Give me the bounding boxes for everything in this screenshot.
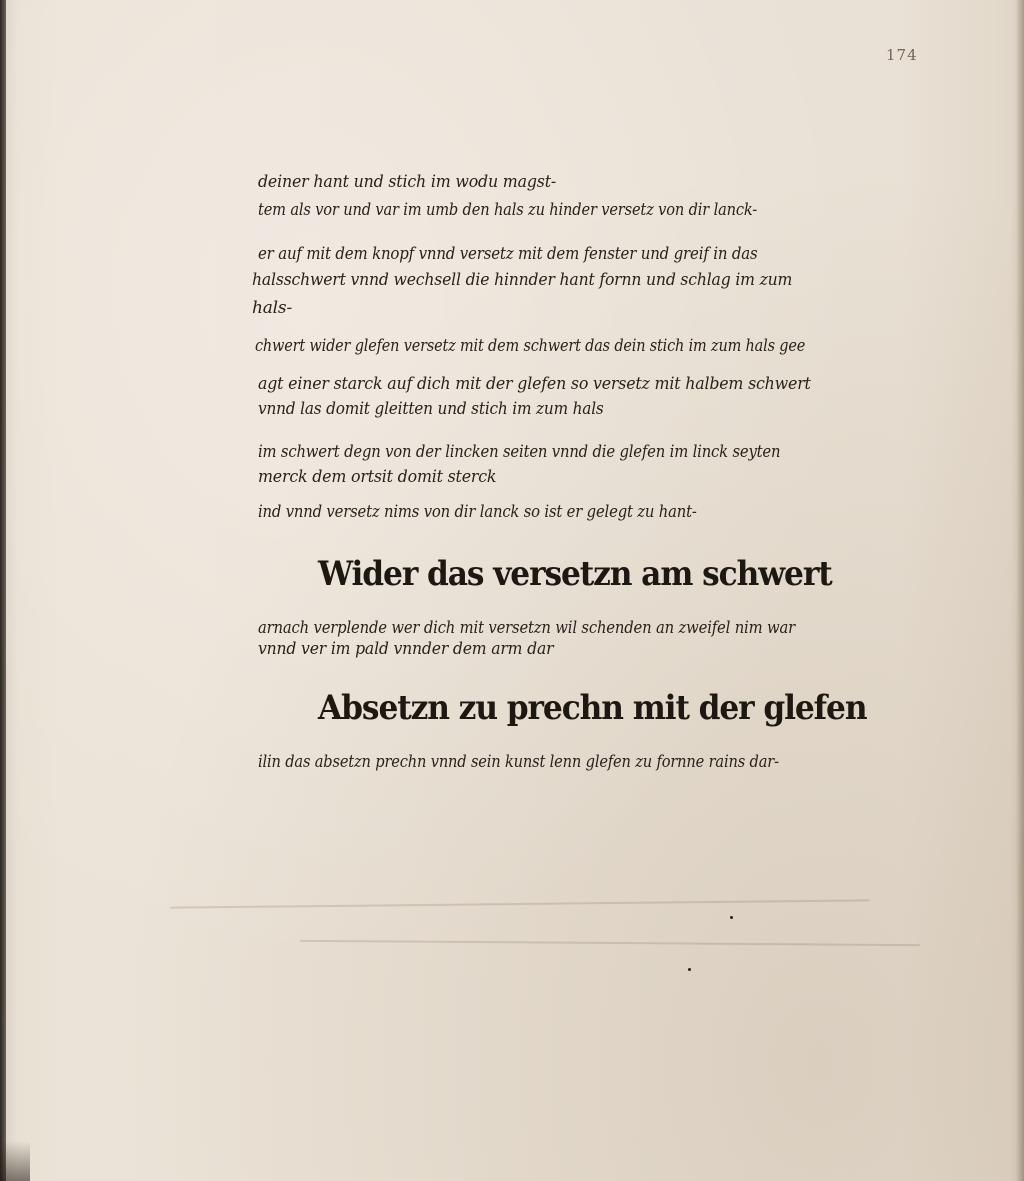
text-line: vnnd las domit gleitten und stich im zum hals	[258, 399, 604, 419]
text-line: agt einer starck auf dich mit der glefen so versetz mit halbem schwert	[258, 374, 811, 394]
text-line: er auf mit dem knopf vnnd versetz mit dem fenster und greif in das	[258, 244, 758, 264]
text-line: tem als vor und var im umb den hals zu hinder versetz von dir lanck-	[258, 200, 758, 220]
section-heading: Wider das versetzn am schwert	[318, 554, 832, 594]
text-line: ilin das absetzn prechn vnnd sein kunst lenn glefen zu fornne rains dar-	[258, 752, 779, 772]
text-line: im schwert degn von der lincken seiten vnnd die glefen im linck seyten	[258, 442, 781, 462]
paper-crease	[300, 940, 920, 946]
text-line: ind vnnd versetz nims von dir lanck so ist er gelegt zu hant-	[258, 502, 697, 522]
binding-edge	[0, 0, 6, 1181]
page-edge	[1016, 0, 1024, 1181]
folio-number: 174	[886, 46, 918, 64]
text-line: vnnd ver im pald vnnder dem arm dar	[258, 639, 554, 659]
text-line: arnach verplende wer dich mit versetzn wil schenden an zweifel nim war	[258, 618, 796, 638]
corner-shadow	[0, 1141, 30, 1181]
ink-speck	[688, 968, 691, 971]
text-line: chwert wider glefen versetz mit dem schwert das dein stich im zum hals gee	[255, 336, 806, 356]
ink-speck	[730, 916, 733, 919]
section-heading: Absetzn zu prechn mit der glefen	[318, 688, 867, 728]
text-line: deiner hant und stich im wodu magst-	[258, 172, 557, 192]
text-line: halsschwert vnnd wechsell die hinnder hant fornn und schlag im zum	[252, 270, 793, 290]
paper-crease	[170, 899, 870, 908]
text-line: merck dem ortsit domit sterck	[258, 467, 497, 487]
text-line: hals-	[252, 298, 292, 318]
